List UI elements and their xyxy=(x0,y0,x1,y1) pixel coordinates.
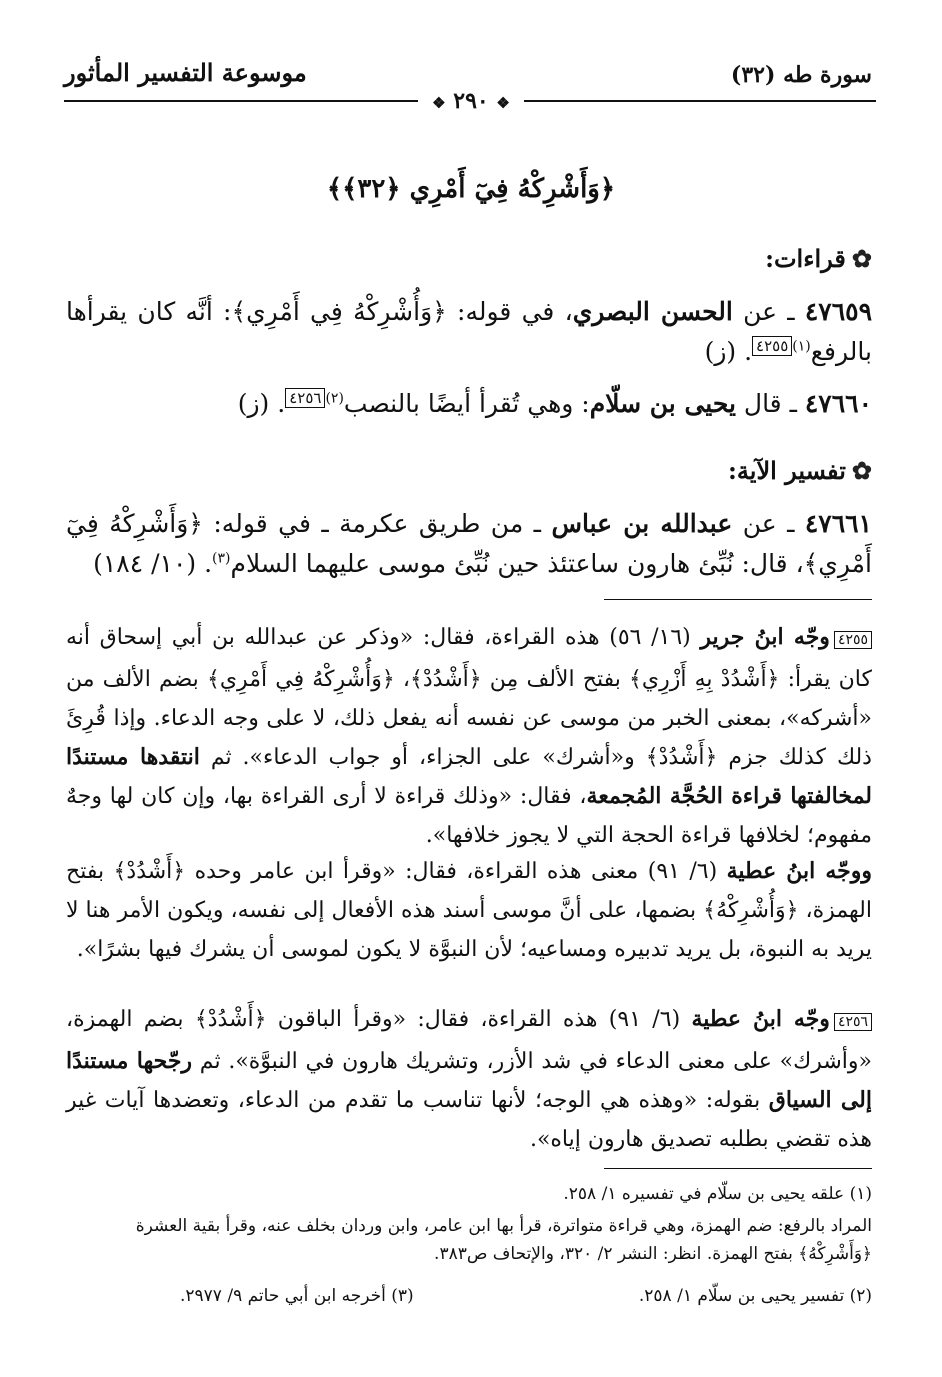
notes-separator xyxy=(604,599,872,600)
note-4256: ٤٢٥٦وجّه ابنُ عطية (٦/ ٩١) هذه القراءة، فقال: «وقرأ الباقون ﴿أَشْدُدْ﴾ بضم الهمزة، «وأشرك» على معنى الدعاء في شد الأزر، وتشريك هارون في النبوَّة». ثم رجّحها مستندًا إلى السياق بقوله: «وهذه هي الوجه؛ لأنها تناسب ما تقدم من الدعاء، وتعضدها آيات غير هذه تقضي بطلبه تصديق هارون إياه». xyxy=(66,1006,872,1152)
note-ref-box: ٤٢٥٥ xyxy=(752,336,792,356)
hadith-number: ٤٧٦٦٠ xyxy=(804,389,872,418)
verse-ref: (٣٢) xyxy=(730,62,776,88)
footnote-1-detail: المراد بالرفع: ضم الهمزة، وهي قراءة متواترة، قرأ بها ابن عامر، وابن وردان بخلف عنه، وقرأ بقية العشرة ﴿وَأَشْرِكْهُ﴾ بفتح الهمزة. انظر: النشر ٢/ ٣٢٠، والإتحاف ص٣٨٣. xyxy=(135,1216,872,1264)
footnote-marker: (٢) xyxy=(325,390,344,407)
narrator-name: يحيى بن سلّام xyxy=(589,389,736,418)
footnote-marker: (١) xyxy=(792,338,811,355)
surah-name: سورة طه xyxy=(783,62,872,88)
running-header-surah xyxy=(731,62,872,88)
flower-icon: ✿ xyxy=(851,244,872,273)
footnote-1: (١) علقه يحيى بن سلّام في تفسيره ١/ ٢٥٨. xyxy=(563,1184,872,1204)
flower-icon: ✿ xyxy=(851,456,872,485)
footnote-3: (٣) أخرجه ابن أبي حاتم ٩/ ٢٩٧٧. xyxy=(180,1286,414,1306)
ornament-icon: ❖ xyxy=(432,94,446,112)
footnote-marker: (٣) xyxy=(212,550,231,567)
quran-verse: ﴿وَأَشْرِكْهُ فِيٓ أَمْرِي ﴿٣٢﴾﴾ xyxy=(326,174,616,204)
hadith-number: ٤٧٦٥٩ xyxy=(804,297,873,326)
hadith-number: ٤٧٦٦١ xyxy=(804,509,872,538)
note-4255-continued: ووجّه ابنُ عطية (٦/ ٩١) معنى هذه القراءة، فقال: «وقرأ ابن عامر وحده ﴿أَشْدُدْ﴾ بفتح الهمزة، ﴿وَأُشْرِكْهُ﴾ بضمها، على أنَّ موسى أسند هذه الأفعال إلى نفسه، ويكون الأمر هنا لا يريد به النبوة، بل يريد تدبيره ومساعيه؛ لأن النبوَّة لا يكون لموسى أن يشرك فيها بشرًا». xyxy=(66,858,872,962)
section-heading-tafsir: ✿تفسير الآية: xyxy=(728,456,872,485)
page-number: ٢٩٠ xyxy=(453,88,489,114)
running-header-title: موسوعة التفسير المأثور xyxy=(64,58,307,87)
note-4255: ٤٢٥٥وجّه ابنُ جرير (١٦/ ٥٦) هذه القراءة، فقال: «وذكر عن عبدالله بن أبي إسحاق أنه كان يقرأ: ﴿أَشْدُدْ بِهِ أَزْرِي﴾ بفتح الألف مِن ﴿أَشْدُدْ﴾، ﴿وَأُشْرِكْهُ فِي أَمْرِي﴾ بضم الألف من «أشركه»، بمعنى الخبر من موسى عن نفسه أنه يفعل ذلك، لا على وجه الدعاء. وإذا قُرِئَ ذلك كذلك جزم ﴿أَشْدُدْ﴾ و«أشرك» على الجزاء، أو جواب الدعاء». ثم انتقدها مستندًا لمخالفتها قراءة الحُجَّة المُجمعة، فقال: «وذلك قراءة لا أرى القراءة بها، وإن كان لها وجهٌ مفهوم؛ لخلافها قراءة الحجة التي لا يجوز خلافها». xyxy=(66,624,873,848)
narrator-name: عبدالله بن عباس xyxy=(551,509,733,538)
section-heading-readings: ✿قراءات: xyxy=(765,244,872,273)
footnotes-separator xyxy=(604,1168,872,1169)
footnote-2: (٢) تفسير يحيى بن سلّام ١/ ٢٥٨. xyxy=(638,1286,872,1306)
ornament-icon: ❖ xyxy=(496,94,510,112)
note-ref-box: ٤٢٥٦ xyxy=(285,388,325,408)
hadith-47660: ٤٧٦٦٠ ـ قال يحيى بن سلّام: وهي تُقرأ أيضًا بالنصب$^{(٢)٤٢٥٦}$. (ز) xyxy=(237,388,872,418)
note-ref-box: ٤٢٥٦ xyxy=(834,1013,872,1031)
page-number-row xyxy=(0,88,942,114)
hadith-47659: ٤٧٦٥٩ ـ عن الحسن البصري، في قوله: ﴿وَأُشْرِكْهُ فِي أَمْرِي﴾: أنَّه كان يقرأها بالرفع$^{(١)٤٢٥٥}$. (ز) xyxy=(66,297,873,366)
narrator-name: الحسن البصري xyxy=(572,297,733,326)
note-ref-box: ٤٢٥٥ xyxy=(834,631,872,649)
hadith-47661: ٤٧٦٦١ ـ عن عبدالله بن عباس ـ من طريق عكرمة ـ في قوله: ﴿وَأَشْرِكْهُ فِيٓ أَمْرِي﴾، قال: نُبِّئ هارون ساعتئذ حين نُبِّئ موسى عليهما السلام$^{(٣)}$. (١٠/ ١٨٤) xyxy=(66,509,872,578)
